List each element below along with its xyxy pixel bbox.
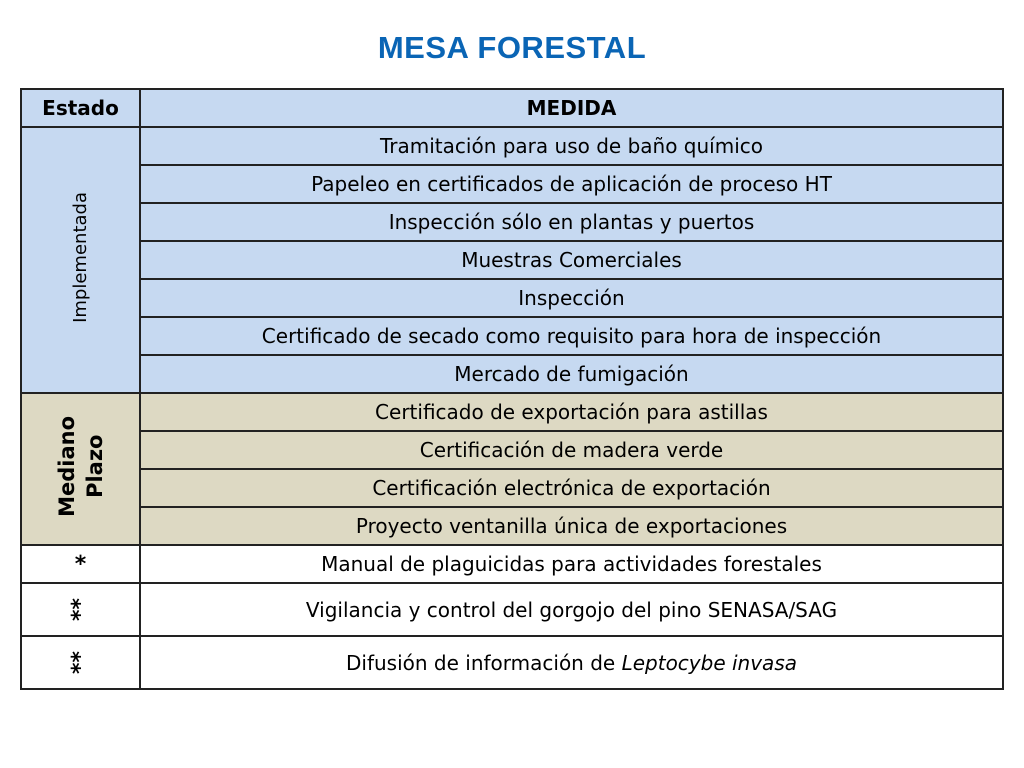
table-row [21,279,1003,317]
group-label-implementada: Implementada [70,192,91,323]
table-header-row [21,89,1003,127]
table-row [21,317,1003,355]
table-row [21,583,1003,636]
table-row [21,469,1003,507]
estado-marker: ** [67,650,93,675]
measure-cell [140,636,1003,689]
measure-cell: Mercado de fumigación [140,355,1003,393]
measure-cell: Vigilancia y control del gorgojo del pino SENASA/SAG [140,583,1003,636]
measure-cell: Certificado de secado como requisito para hora de inspección [140,317,1003,355]
group-label-plazo: Plazo [82,434,107,499]
estado-marker: * [74,551,87,577]
table-row [21,431,1003,469]
measure-cell: Inspección [140,279,1003,317]
measure-text: Difusión de información de [346,650,622,675]
estado-cell [21,583,140,636]
estado-cell [21,636,140,689]
measure-cell: Proyecto ventanilla única de exportaciones [140,507,1003,545]
measure-cell: Manual de plaguicidas para actividades forestales [140,545,1003,583]
header-medida: MEDIDA [140,89,1003,127]
measure-cell: Tramitación para uso de baño químico [140,127,1003,165]
header-estado: Estado [21,89,140,127]
table-row [21,355,1003,393]
measure-cell: Certificación electrónica de exportación [140,469,1003,507]
group-cell-mediano-plazo [21,393,140,545]
table-row [21,393,1003,431]
table-row [21,127,1003,165]
measure-cell: Papeleo en certificados de aplicación de proceso HT [140,165,1003,203]
group-label-mediano-plazo [53,416,109,517]
table-row [21,545,1003,583]
estado-marker: ** [67,597,93,622]
table-row [21,241,1003,279]
measure-cell: Muestras Comerciales [140,241,1003,279]
slide-title: MESA FORESTAL [377,30,647,65]
group-label-mediano: Mediano [54,416,79,517]
table-row [21,636,1003,689]
measure-cell: Certificación de madera verde [140,431,1003,469]
table-row [21,507,1003,545]
measures-table [20,88,1004,690]
estado-cell [21,545,140,583]
measure-cell: Certificado de exportación para astillas [140,393,1003,431]
measure-cell: Inspección sólo en plantas y puertos [140,203,1003,241]
group-cell-implementada [21,127,140,393]
species-name: Leptocybe invasa [621,650,797,675]
table-row [21,203,1003,241]
table-row [21,165,1003,203]
